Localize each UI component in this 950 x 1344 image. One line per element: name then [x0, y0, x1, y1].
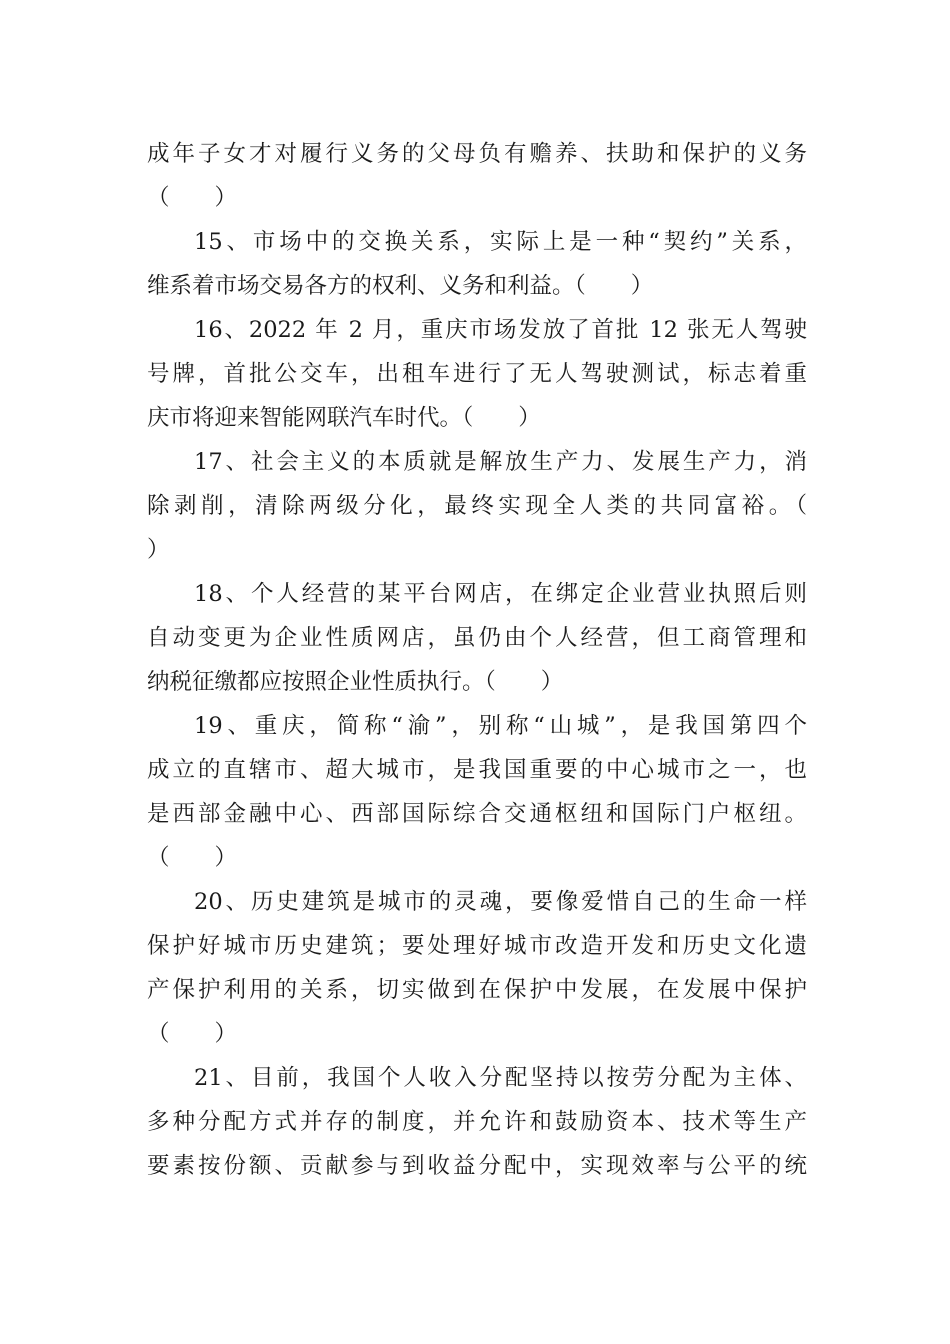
text-line: 成立的直辖市、超大城市，是我国重要的中心城市之一，也 [147, 757, 807, 783]
question-number-line: 19、重庆，简称“渝”，别称“山城”，是我国第四个 [194, 713, 807, 739]
question-number-line: 17、社会主义的本质就是解放生产力、发展生产力，消 [194, 449, 807, 475]
text-line: 要素按份额、贡献参与到收益分配中，实现效率与公平的统 [147, 1153, 807, 1179]
paragraph-q20 [147, 880, 807, 1056]
text-line: 成年子女才对履行义务的父母负有赡养、扶助和保护的义务 [147, 141, 807, 167]
paragraph-q14-continued [147, 132, 807, 220]
question-number-line: 21、目前，我国个人收入分配坚持以按劳分配为主体、 [194, 1065, 807, 1091]
question-number-line: 18、个人经营的某平台网店，在绑定企业营业执照后则 [194, 581, 807, 607]
question-number-line: 15、市场中的交换关系，实际上是一种“契约”关系， [194, 229, 807, 255]
answer-blank: （ ） [147, 845, 238, 871]
paragraph-q16 [147, 308, 807, 440]
text-line: 号牌，首批公交车，出租车进行了无人驾驶测试，标志着重 [147, 361, 807, 387]
question-number-line: 16、2022 年 2 月，重庆市场发放了首批 12 张无人驾驶 [194, 317, 807, 343]
text-line: 纳税征缴都应按照企业性质执行。（ ） [147, 669, 564, 695]
document-page [147, 132, 807, 1188]
text-line: 多种分配方式并存的制度，并允许和鼓励资本、技术等生产 [147, 1109, 807, 1135]
text-line: 庆市将迎来智能网联汽车时代。（ ） [147, 405, 541, 431]
question-number-line: 20、历史建筑是城市的灵魂，要像爱惜自己的生命一样 [194, 889, 807, 915]
text-line: 除剥削，清除两级分化，最终实现全人类的共同富裕。（ [147, 493, 807, 519]
text-line: 维系着市场交易各方的权利、义务和利益。（ ） [147, 273, 654, 299]
text-line: 自动变更为企业性质网店，虽仍由个人经营，但工商管理和 [147, 625, 807, 651]
text-line: 保护好城市历史建筑；要处理好城市改造开发和历史文化遗 [147, 933, 807, 959]
paragraph-q18 [147, 572, 807, 704]
answer-blank: （ ） [147, 1021, 238, 1047]
paragraph-q17 [147, 440, 807, 572]
answer-blank: ） [147, 537, 170, 563]
paragraph-q19 [147, 704, 807, 880]
text-line: 产保护利用的关系，切实做到在保护中发展，在发展中保护 [147, 977, 807, 1003]
answer-blank: （ ） [147, 185, 238, 211]
text-line: 是西部金融中心、西部国际综合交通枢纽和国际门户枢纽。 [147, 801, 807, 827]
paragraph-q15 [147, 220, 807, 308]
paragraph-q21 [147, 1056, 807, 1188]
